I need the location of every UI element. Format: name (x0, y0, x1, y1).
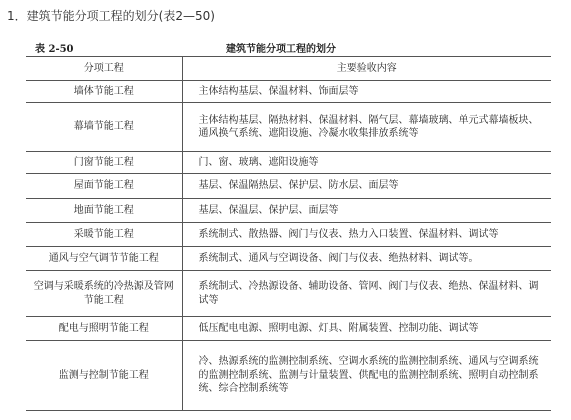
inspection-content: 主体结构基层、保温材料、饰面层等 (182, 81, 551, 103)
table-row (26, 103, 551, 152)
table-row (26, 341, 551, 411)
table-row (26, 174, 551, 199)
table-header-row (26, 57, 551, 81)
table-row (26, 271, 551, 317)
inspection-content: 主体结构基层、隔热材料、保温材料、隔气层、幕墙玻璃、单元式幕墙板块、通风换气系统、遮阳设施、冷凝水收集排放系统等 (182, 103, 551, 152)
column-header-content: 主要验收内容 (182, 57, 551, 81)
table-row (26, 223, 551, 247)
subitem-name: 通风与空气调节节能工程 (26, 247, 182, 271)
section-heading: 1．建筑节能分项工程的划分(表2—50) (7, 9, 215, 23)
table-title: 建筑节能分项工程的划分 (226, 44, 336, 55)
inspection-content: 基层、保温隔热层、保护层、防水层、面层等 (182, 174, 551, 199)
subitem-name: 门窗节能工程 (26, 152, 182, 174)
subitem-name: 空调与采暖系统的冷热源及管网节能工程 (26, 271, 182, 317)
subitem-name: 屋面节能工程 (26, 174, 182, 199)
table-row (26, 247, 551, 271)
inspection-content: 系统制式、通风与空调设备、阀门与仪表、绝热材料、调试等。 (182, 247, 551, 271)
subitem-name: 配电与照明节能工程 (26, 317, 182, 341)
subitem-name: 幕墙节能工程 (26, 103, 182, 152)
table-number: 表 2-50 (35, 44, 74, 55)
inspection-content: 基层、保温层、保护层、面层等 (182, 199, 551, 223)
energy-subitem-table (26, 56, 551, 411)
table-row (26, 152, 551, 174)
column-header-subitem: 分项工程 (26, 57, 182, 81)
subitem-name: 监测与控制节能工程 (26, 341, 182, 411)
subitem-name: 地面节能工程 (26, 199, 182, 223)
inspection-content: 低压配电电源、照明电源、灯具、附属装置、控制功能、调试等 (182, 317, 551, 341)
inspection-content: 系统制式、冷热源设备、辅助设备、管网、阀门与仪表、绝热、保温材料、调试等 (182, 271, 551, 317)
subitem-name: 采暖节能工程 (26, 223, 182, 247)
inspection-content: 系统制式、散热器、阀门与仪表、热力入口装置、保温材料、调试等 (182, 223, 551, 247)
table-row (26, 199, 551, 223)
table-row (26, 81, 551, 103)
inspection-content: 冷、热源系统的监测控制系统、空调水系统的监测控制系统、通风与空调系统的监测控制系统、监测与计量装置、供配电的监测控制系统、照明自动控制系统、综合控制系统等 (182, 341, 551, 411)
subitem-name: 墙体节能工程 (26, 81, 182, 103)
inspection-content: 门、窗、玻璃、遮阳设施等 (182, 152, 551, 174)
table-row (26, 317, 551, 341)
